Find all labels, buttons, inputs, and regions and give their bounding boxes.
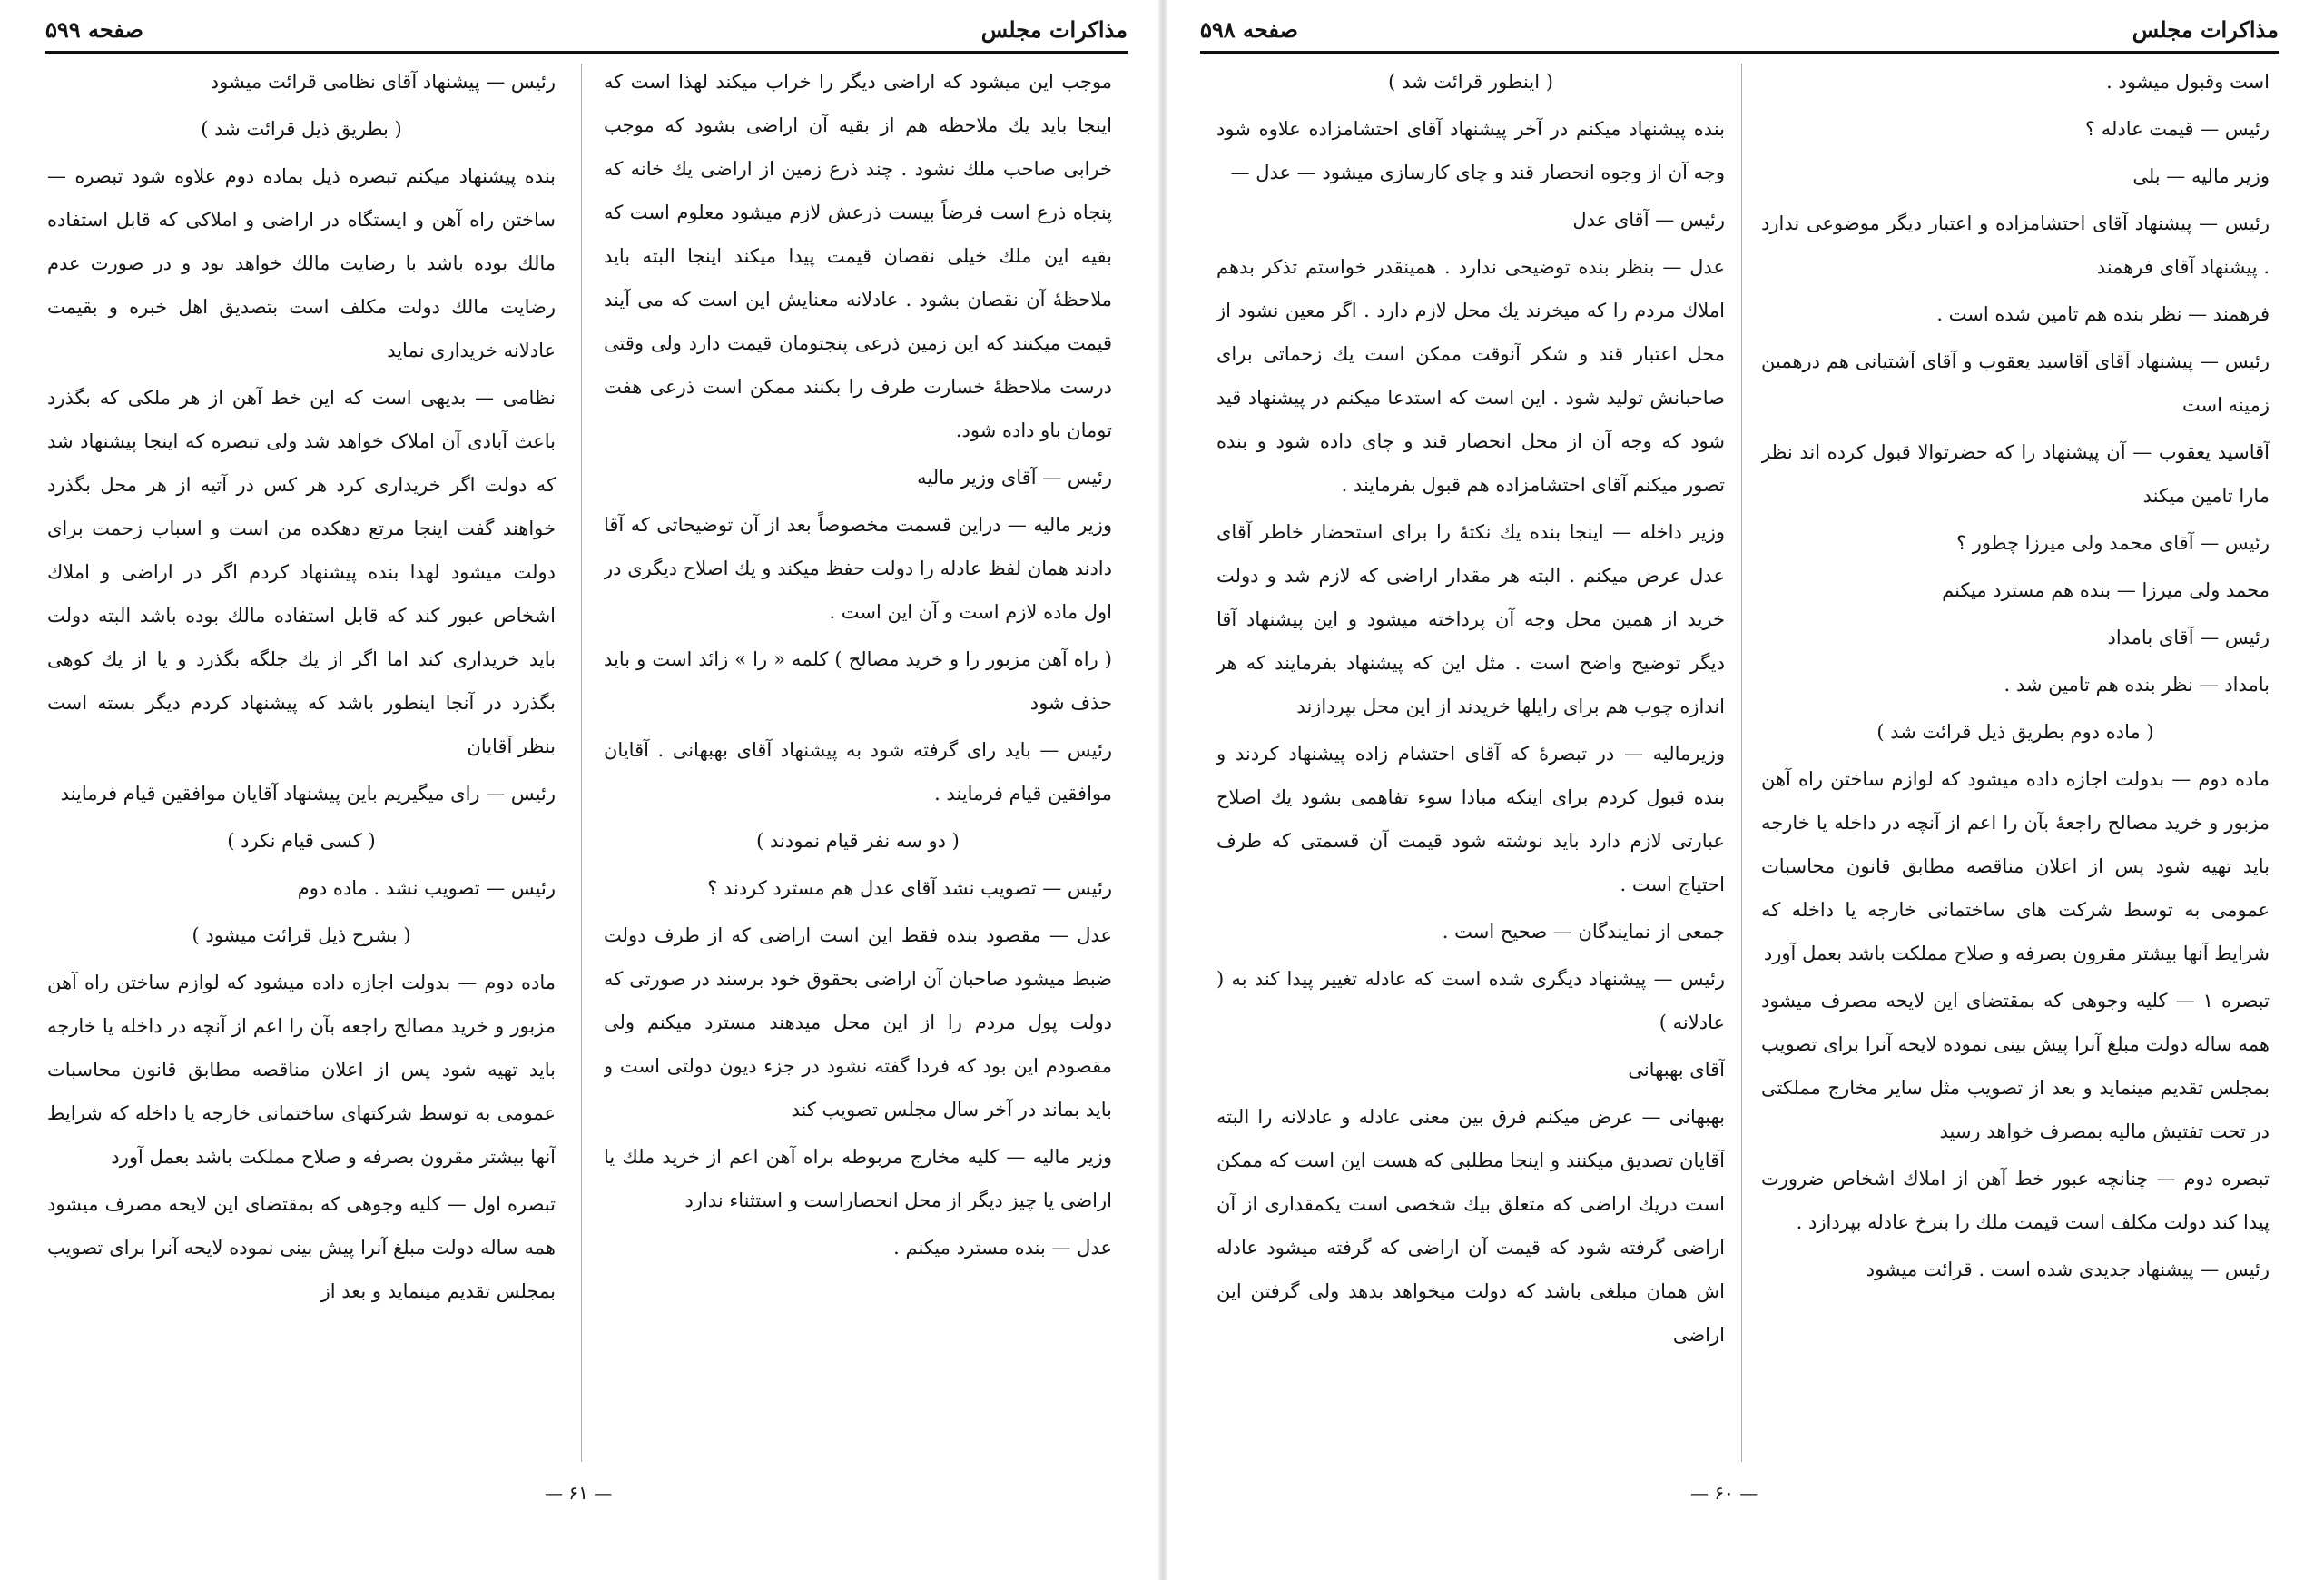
paragraph: رئیس — باید رای گرفته شود به پیشنهاد آقای بهبهانی . آقایان موافقین قیام فرمایند . bbox=[604, 739, 1112, 805]
paragraph: تبصره دوم — چنانچه عبور خط آهن از املاك اشخاص ضرورت پیدا کند دولت مکلف است قیمت ملك را بنرخ عادله بپردازد . bbox=[1761, 1168, 2270, 1233]
paragraph: عدل — بنظر بنده توضیحی ندارد . همینقدر خواستم تذکر بدهم املاك مردم را که میخرند یك محل لازم دارد . اگر معین نشود از محل اعتبار قند و شکر آنوقت ممکن است یك زحماتی برای صاحبانش تولید شود . این است که استدعا میکنم در پیشنهاد قید شود که وجه آن از محل انحصار قند و چای داده شود و بنده تصور میکنم آقای احتشامزاده هم قبول بفرمایند . bbox=[1216, 256, 1725, 496]
paragraph: وزیر مالیه — کلیه مخارج مربوطه براه آهن اعم از خرید ملك یا اراضی یا چیز دیگر از محل انحصاراست و استثناء ندارد bbox=[604, 1146, 1112, 1211]
paragraph: ( اینطور قرائت شد ) bbox=[1388, 71, 1553, 93]
text-column-right bbox=[1761, 60, 2270, 1472]
paragraph: وزیر مالیه — بلی bbox=[2132, 165, 2270, 187]
paragraph: وزیر داخله — اینجا بنده یك نکتهٔ را برای استحضار خاطر آقای عدل عرض میکنم . البته هر مقدار اراضی که لازم شد و دولت خرید از همین محل وجه آن پرداخته میشود و این پیشنهاد آقا دیگر توضیح واضح است . مثل این که پیشنهاد بفرمایند که هر اندازه چوب هم برای رایلها خریدند از این محل بپردازند bbox=[1216, 521, 1725, 717]
paragraph: ( دو سه نفر قیام نمودند ) bbox=[756, 830, 960, 852]
header-rule bbox=[1200, 51, 2279, 54]
paragraph: ( کسی قیام نکرد ) bbox=[227, 830, 376, 852]
paragraph: آقاسید یعقوب — آن پیشنهاد را که حضرتوالا قبول کرده اند نظر مارا تامین میکند bbox=[1761, 441, 2270, 507]
paragraph: عدل — مقصود بنده فقط این است اراضی که از طرف دولت ضبط میشود صاحبان آن اراضی بحقوق خود برسند در صورتی که دولت پول مردم را از این محل میدهند مسترد میکنم ولی مقصودم این بود که فردا گفته نشود در جزء دیون دولتی است و باید بماند در آخر سال مجلس تصویب کند bbox=[604, 924, 1112, 1121]
paragraph: رئیس — پیشنهاد جدیدی شده است . قرائت میشود bbox=[1866, 1259, 2270, 1280]
paragraph: وزیر مالیه — دراین قسمت مخصوصاً بعد از آن توضیحاتی که آقا دادند همان لفظ عادله را دولت حفظ میکند و یك اصلاح دیگری در اول ماده لازم است و آن این است . bbox=[604, 514, 1112, 623]
paragraph: موجب این میشود که اراضی دیگر را خراب میکند لهذا است که اینجا باید یك ملاحظه هم از بقیه آن اراضی بشود که موجب خرابی صاحب ملك نشود . چند ذرع زمین از اراضی یك خانه که پنجاه ذرع است فرضاً بیست ذرعش لازم میشود معلوم است که بقیه این ملك خیلی نقصان قیمت پیدا میکند اینجا البته باید ملاحظهٔ آن نقصان بشود . عادلانه معنایش این است که می آیند قیمت میکنند که این زمین ذرعی پنجتومان قیمت دارد ولی وقتی درست ملاحظهٔ خسارت طرف را بکنند ممکن است ذرعی هفت تومان باو داده شود. bbox=[604, 71, 1112, 441]
paragraph: بنده پیشنهاد میکنم در آخر پیشنهاد آقای احتشامزاده علاوه شود وجه آن از وجوه انحصار قند و چای کارسازی میشود — عدل — bbox=[1216, 118, 1725, 183]
page-header bbox=[1200, 9, 2279, 49]
paragraph: رئیس — آقای وزیر مالیه bbox=[917, 467, 1112, 489]
paragraph: ( بطریق ذیل قرائت شد ) bbox=[201, 118, 402, 140]
paragraph: جمعی از نمایندگان — صحیح است . bbox=[1442, 921, 1725, 943]
text-column-left bbox=[47, 60, 556, 1472]
paragraph: رئیس — پیشنهاد آقای احتشامزاده و اعتبار دیگر موضوعی ندارد . پیشنهاد آقای فرهمند bbox=[1761, 212, 2270, 278]
page-number-label: صفحه ۵۹۹ bbox=[45, 15, 143, 43]
paragraph: رئیس — رای میگیریم باین پیشنهاد آقایان موافقین قیام فرمایند bbox=[60, 783, 556, 805]
text-column-right bbox=[604, 60, 1112, 1472]
paragraph: بامداد — نظر بنده هم تامین شد . bbox=[2004, 674, 2270, 696]
paragraph: رئیس — آقای عدل bbox=[1572, 209, 1725, 231]
column-divider bbox=[581, 64, 582, 1462]
header-rule bbox=[45, 51, 1128, 54]
paragraph: محمد ولی میرزا — بنده هم مسترد میکنم bbox=[1942, 579, 2270, 601]
paragraph: رئیس — پیشنهاد آقای آقاسید یعقوب و آقای آشتیانی هم درهمین زمینه است bbox=[1761, 351, 2270, 416]
paragraph: رئیس — تصویب نشد آقای عدل هم مسترد کردند ؟ bbox=[707, 877, 1112, 899]
paragraph: رئیس — قیمت عادله ؟ bbox=[2084, 118, 2270, 140]
page-number-label: صفحه ۵۹۸ bbox=[1200, 15, 1298, 43]
paragraph: عدل — بنده مسترد میکنم . bbox=[893, 1237, 1112, 1259]
page-footer-number: — ۶۰ — bbox=[1690, 1482, 1758, 1504]
paragraph: نظامی — بدیهی است که این خط آهن از هر ملکی که بگذرد باعث آبادی آن املاک خواهد شد ولی تبصره که اینجا پیشنهاد شد که دولت اگر خریداری کرد هر کس در آتیه از هر محل بگذرد خواهند گفت اینجا مرتع دهکده من است و اسباب زحمت برای دولت میشود لهذا بنده پیشنهاد کردم اگر در اراضی و املاك اشخاص عبور کند که قابل استفاده مالك بوده باشد البته دولت باید خریداری کند اما اگر از یك جلگه بگذرد و یا از یك کوهی بگذرد در آنجا اینطور باشد که پیشنهاد کردم دیگر بسته است بنظر آقایان bbox=[47, 387, 556, 757]
paragraph: ( بشرح ذیل قرائت میشود ) bbox=[192, 924, 411, 946]
page-header bbox=[45, 9, 1128, 49]
text-column-left bbox=[1216, 60, 1725, 1472]
paragraph: رئیس — آقای بامداد bbox=[2107, 627, 2270, 648]
paragraph: بنده پیشنهاد میکنم تبصره ذیل بماده دوم علاوه شود تبصره — ساختن راه آهن و ایستگاه در اراضی و املاکی که قابل استفاده مالك بوده باشد با رضایت مالك خواهد بود و در صورت عدم رضایت مالك دولت مکلف است بتصدیق اهل خبره و بقیمت عادلانه خریداری نماید bbox=[47, 165, 556, 361]
paragraph: ماده دوم — بدولت اجازه داده میشود که لوازم ساختن راه آهن مزبور و خرید مصالح راجعه بآن را اعم از آنچه در داخله یا خارجه باید تهیه شود پس از اعلان مناقصه مطابق قانون محاسبات عمومی به توسط شرکتهای ساختمانی خارجه یا داخله که شرایط آنها بیشتر مقرون بصرفه و صلاح مملکت باشد بعمل آورد bbox=[47, 972, 556, 1168]
paragraph: فرهمند — نظر بنده هم تامین شده است . bbox=[1936, 303, 2270, 325]
column-divider bbox=[1741, 64, 1742, 1462]
paragraph: وزیرمالیه — در تبصرهٔ که آقای احتشام زاده پیشنهاد کردند و بنده قبول کردم برای اینکه مبادا سوء تفاهمی بشود یك اصلاح عبارتی لازم دارد باید نوشته شود قیمت آن قسمتی که طرف احتیاج است . bbox=[1216, 743, 1725, 895]
paragraph: آقای بهبهانی bbox=[1628, 1059, 1725, 1081]
section-title: مذاکرات مجلس bbox=[980, 15, 1128, 43]
paragraph: بهبهانی — عرض میکنم فرق بین معنی عادله و عادلانه را البته آقایان تصدیق میکنند و اینجا مطلبی که هست این است که ممکن است دریك اراضی که متعلق بیك شخصی است یکمقداری از آن اراضی گرفته شود که قیمت آن اراضی که گرفته میشود عادله اش همان مبلغی باشد که دولت میخواهد بدهد ولی گرفتن این اراضی bbox=[1216, 1106, 1725, 1346]
paragraph: ماده دوم — بدولت اجازه داده میشود که لوازم ساختن راه آهن مزبور و خرید مصالح راجعهٔ بآن را اعم از آنچه در داخله یا خارجه باید تهیه شود پس از اعلان مناقصه مطابق قانون محاسبات عمومی به توسط شرکت های ساختمانی خارجه یا داخله که شرایط آنها بیشتر مقرون بصرفه و صلاح مملکت باشد بعمل آورد bbox=[1761, 768, 2270, 964]
section-title: مذاکرات مجلس bbox=[2132, 15, 2279, 43]
paragraph: رئیس — پیشنهاد دیگری شده است که عادله تغییر پیدا کند به ( عادلانه ) bbox=[1216, 968, 1725, 1033]
paragraph: ( ماده دوم بطریق ذیل قرائت شد ) bbox=[1876, 721, 2154, 743]
right-page bbox=[1164, 0, 2324, 1580]
paragraph: رئیس — آقای محمد ولی میرزا چطور ؟ bbox=[1955, 532, 2270, 554]
paragraph: رئیس — پیشنهاد آقای نظامی قرائت میشود bbox=[210, 71, 556, 93]
page-footer-number: — ۶۱ — bbox=[545, 1482, 613, 1504]
paragraph: تبصره اول — کلیه وجوهی که بمقتضای این لایحه مصرف میشود همه ساله دولت مبلغ آنرا پیش بینی نموده لایحه آنرا برای تصویب بمجلس تقدیم مینماید و بعد از bbox=[47, 1193, 556, 1302]
paragraph: ( راه آهن مزبور را و خرید مصالح ) کلمه « را » زائد است و باید حذف شود bbox=[604, 648, 1112, 714]
paragraph: تبصره ۱ — کلیه وجوهی که بمقتضای این لایحه مصرف میشود همه ساله دولت مبلغ آنرا پیش بینی نموده لایحه آنرا برای تصویب بمجلس تقدیم مینماید و بعد از تصویب مثل سایر مخارج مملکتی در تحت تفتیش مالیه بمصرف خواهد رسید bbox=[1761, 990, 2270, 1142]
paragraph: رئیس — تصویب نشد . ماده دوم bbox=[297, 877, 556, 899]
paragraph: است وقبول میشود . bbox=[2106, 71, 2270, 93]
